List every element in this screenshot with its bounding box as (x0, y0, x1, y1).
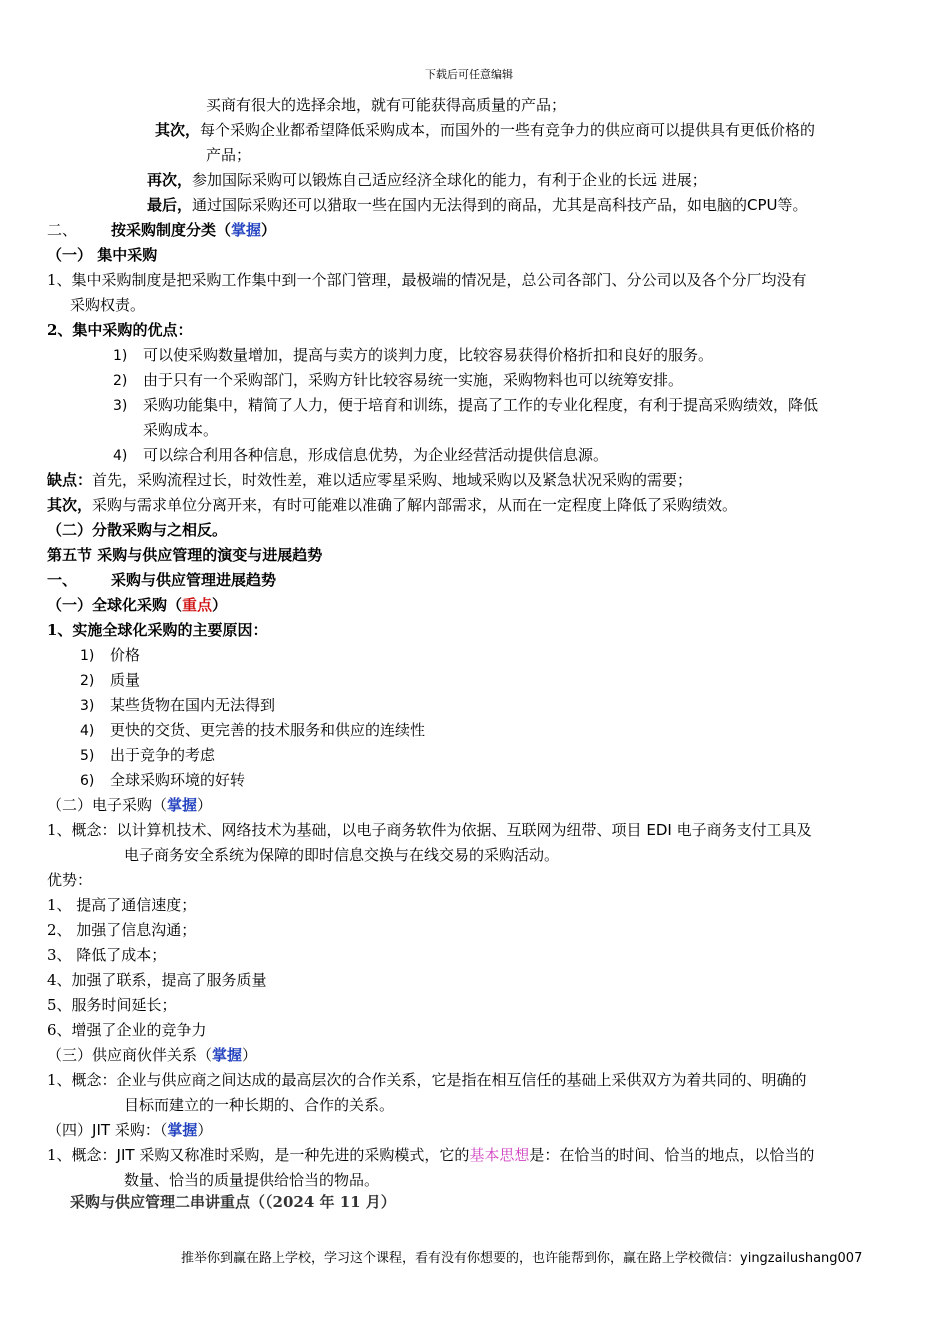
heading-text: 采购：（ (114, 1121, 168, 1139)
highlight-text: 基本思想 (469, 1146, 530, 1164)
text: 参加国际采购可以锻炼自己适应经济全球化的能力，有利于企业的长远 进展； (192, 171, 707, 189)
text: EDI (646, 821, 672, 839)
list-number: 1) (80, 648, 95, 664)
section-heading (47, 218, 276, 243)
heading-number: 二、 (47, 221, 78, 239)
list-number: 5) (80, 748, 95, 764)
list-number: 2) (80, 673, 95, 689)
section-title: 第五节 采购与供应管理的演变与进展趋势 (47, 546, 323, 564)
list-number: 6) (80, 773, 95, 789)
footer-text: 推举你到赢在路上学校，学习这个课程，看有没有你想要的，也许能帮到你，赢在路上学校微信： (181, 1251, 741, 1266)
text: CPU (747, 196, 778, 214)
list-text: 可以使采购数量增加，提高与卖方的谈判力度，比较容易获得价格折扣和良好的服务。 (143, 346, 714, 364)
tag-label: 掌握 (231, 221, 262, 239)
text: 每个采购企业都希望降低采购成本，而国外的一些有竞争力的供应商可以提供具有更低价格的 (200, 121, 816, 139)
list-item (80, 643, 140, 669)
subheading (47, 793, 212, 818)
list-number: 3) (113, 398, 128, 414)
text-line: 买商有很大的选择余地，就有可能获得高质量的产品； (206, 96, 567, 114)
text-line (147, 193, 808, 218)
list-item: 2、 加强了信息沟通； (47, 921, 197, 939)
text: 是：在恰当的时间、恰当的地点，以恰当的 (529, 1146, 815, 1164)
tag-label: 掌握 (167, 796, 198, 814)
text: 等。 (777, 196, 808, 214)
list-text: 质量 (110, 671, 141, 689)
text: 企业与供应商之间达成的最高层次的合作关系，它是指在相互信任的基础上采供双方为着共同的、明确的 (116, 1071, 807, 1089)
heading-text: （三）供应商伙伴关系（ (47, 1046, 213, 1064)
heading-text: JIT (92, 1121, 111, 1139)
heading-text: ） (197, 1121, 213, 1139)
subheading: （二）分散采购与之相反。 (47, 521, 228, 539)
list-number: 1) (113, 348, 128, 364)
list-number: 3) (80, 698, 95, 714)
list-item (80, 768, 245, 794)
list-item: 5、服务时间延长； (47, 996, 177, 1014)
lead-word: 其次， (47, 496, 93, 514)
list-item (80, 718, 425, 744)
definition-line: 数量、恰当的质量提供给恰当的物品。 (124, 1171, 380, 1189)
lead-word: 缺点： (47, 471, 93, 489)
definition-line (47, 1068, 807, 1093)
heading-text: （二）电子采购（ (47, 796, 168, 814)
heading-text: ） (197, 796, 213, 814)
page-footer (181, 1246, 862, 1271)
list-item: 6、增强了企业的竞争力 (47, 1021, 207, 1039)
list-text: 采购功能集中，精简了人力，便于培育和训练，提高了工作的专业化程度，有利于提高采购绩效，降低 (143, 396, 819, 414)
list-number: 4) (80, 723, 95, 739)
subheading: 2、集中采购的优点： (47, 321, 193, 339)
tag-label: 掌握 (212, 1046, 243, 1064)
text-line: 产品； (206, 146, 252, 164)
list-item: 4、加强了联系，提高了服务质量 (47, 971, 267, 989)
subheading: （一） 集中采购 (47, 246, 158, 264)
list-text: 采购成本。 (143, 421, 219, 439)
list-item (113, 393, 818, 419)
definition-line (47, 818, 812, 843)
document-title: 采购与供应管理二串讲重点（（2024 年 11 月） (70, 1193, 396, 1211)
list-item (113, 418, 218, 443)
definition-line: 电子商务安全系统为保障的即时信息交换与在线交易的采购活动。 (124, 846, 560, 864)
list-text: 价格 (110, 646, 141, 664)
list-item (113, 368, 683, 394)
subheading (47, 1118, 212, 1143)
list-number: 2) (113, 373, 128, 389)
list-item (80, 743, 215, 769)
text: 以计算机技术、网络技术为基础，以电子商务软件为依据、互联网为纽带、项目 (116, 821, 642, 839)
heading-number: 一、 (47, 571, 78, 589)
text: JIT (116, 1146, 135, 1164)
tag-label: 掌握 (167, 1121, 198, 1139)
lead-word: 1、概念： (47, 1146, 117, 1164)
list-item: 1、 提高了通信速度； (47, 896, 197, 914)
text-line (147, 168, 707, 193)
text: 首先，采购流程过长，时效性差，难以适应零星采购、地域采购以及紧急状况采购的需要； (92, 471, 693, 489)
list-item: 3、 降低了成本； (47, 946, 167, 964)
heading-text: ） (212, 596, 228, 614)
list-text: 某些货物在国内无法得到 (110, 696, 276, 714)
text: 电子商务支付工具及 (676, 821, 812, 839)
subheading (47, 1043, 257, 1068)
footer-wechat-id: yingzailushang007 (740, 1251, 863, 1266)
lead-word: 其次， (155, 121, 201, 139)
list-item (80, 668, 140, 694)
text: 采购又称准时采购，是一种先进的采购模式，它的 (139, 1146, 470, 1164)
heading-text: 采购与供应管理进展趋势 (111, 571, 277, 589)
paragraph-line: 采购权责。 (70, 296, 146, 314)
tag-label: 重点 (182, 596, 213, 614)
paragraph-line: 1、集中采购制度是把采购工作集中到一个部门管理，最极端的情况是，总公司各部门、分公司以及各个分厂均没有 (47, 271, 807, 289)
lead-word: 最后， (147, 196, 193, 214)
definition-line (47, 1143, 814, 1168)
subheading: 1、实施全球化采购的主要原因： (47, 621, 268, 639)
list-item (113, 343, 713, 369)
list-text: 由于只有一个采购部门，采购方针比较容易统一实施，采购物料也可以统筹安排。 (143, 371, 684, 389)
list-text: 全球采购环境的好转 (110, 771, 246, 789)
subheading (47, 593, 227, 618)
lead-word: 1、概念： (47, 1071, 117, 1089)
list-number: 4) (113, 448, 128, 464)
lead-word: 1、概念： (47, 821, 117, 839)
text-line (47, 493, 737, 518)
list-item (113, 443, 608, 469)
text-line (47, 468, 692, 493)
heading-text: 按采购制度分类（ (111, 221, 232, 239)
list-text: 可以综合利用各种信息，形成信息优势，为企业经营活动提供信息源。 (143, 446, 609, 464)
section-heading (47, 568, 276, 593)
list-text: 更快的交货、更完善的技术服务和供应的连续性 (110, 721, 426, 739)
text: 采购与需求单位分离开来，有时可能难以准确了解内部需求，从而在一定程度上降低了采购绩效。 (92, 496, 738, 514)
heading-text: ） (261, 221, 277, 239)
list-text: 出于竞争的考虑 (110, 746, 216, 764)
lead-word: 再次， (147, 171, 193, 189)
text-line (155, 118, 815, 143)
text: 通过国际采购还可以猎取一些在国内无法得到的商品，尤其是高科技产品，如电脑的 (192, 196, 748, 214)
list-item (80, 693, 275, 719)
subheading: 优势： (47, 871, 93, 889)
definition-line: 目标而建立的一种长期的、合作的关系。 (124, 1096, 395, 1114)
heading-text: （四） (47, 1121, 93, 1139)
heading-text: ） (242, 1046, 258, 1064)
heading-text: （一）全球化采购（ (47, 596, 183, 614)
page-header: 下载后可任意编辑 (425, 68, 513, 81)
